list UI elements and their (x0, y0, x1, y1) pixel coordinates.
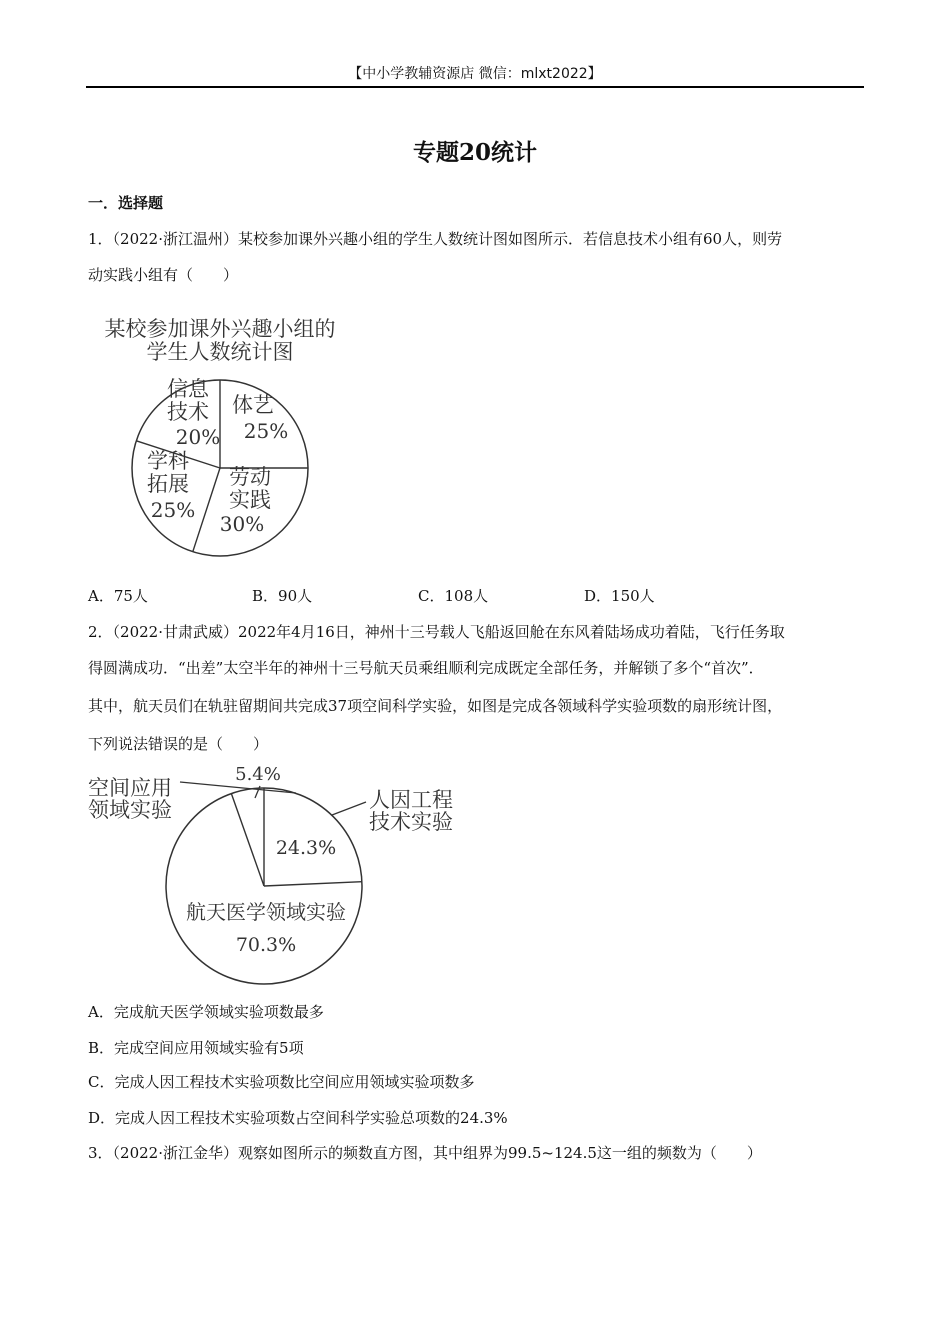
q2-pie-chart (84, 760, 464, 990)
section-heading: 一．选择题 (88, 194, 164, 212)
q2-option-c: C．完成人因工程技术实验项数比空间应用领域实验项数多 (88, 1073, 475, 1091)
q2-slice-label-kongjian-2: 领域实验 (88, 798, 172, 822)
q1-slice-label-xinxi: 信息 (167, 377, 209, 401)
q2-text-line-1: 2．（2022·甘肃武威）2022年4月16日，神州十三号载人飞船返回舱在东风着陆场成功着陆，飞行任务取 (88, 623, 785, 641)
q1-chart-title-line-2: 学生人数统计图 (146, 340, 294, 364)
page-title: 专题20统计 (412, 139, 537, 166)
q2-slice-pct-renyin: 24.3% (275, 837, 337, 859)
page-header: 【中小学教辅资源店 微信：mlxt2022】 (348, 66, 602, 82)
q1-option-c: C．108人 (418, 587, 489, 605)
q1-text-line-1: 1．（2022·浙江温州）某校参加课外兴趣小组的学生人数统计图如图所示．若信息技术小组有60人，则劳 (88, 230, 783, 248)
q2-slice-pct-hangtian: 70.3% (235, 934, 297, 956)
q1-text-line-2: 动实践小组有（ ） (88, 266, 239, 284)
q1-slice-label-laodong: 劳动 (229, 465, 271, 489)
q2-slice-label-hangtian: 航天医学领域实验 (186, 900, 346, 924)
q1-option-d: D．150人 (584, 587, 655, 605)
q2-slice-boundary-2 (231, 794, 264, 886)
q2-slice-pct-kongjian: 5.4% (235, 764, 281, 785)
q2-text-line-2: 得圆满成功．“出差”太空半年的神州十三号航天员乘组顺利完成既定全部任务，并解锁了多个“首次”． (88, 659, 764, 677)
q1-slice-label-jishu: 技术 (167, 400, 209, 424)
q1-slice-pct-xinxi: 20% (175, 425, 221, 449)
q3-text-line-1: 3．（2022·浙江金华）观察如图所示的频数直方图，其中组界为99.5~124.5这一组的频数为（ ） (88, 1144, 762, 1162)
q1-slice-label-shijian: 实践 (229, 488, 271, 512)
q1-slice-boundary-2 (193, 468, 220, 552)
q2-slice-label-renyin-2: 技术实验 (369, 810, 453, 834)
q1-chart-title-line-1: 某校参加课外兴趣小组的 (104, 317, 336, 341)
q1-slice-label-xueke: 学科 (147, 449, 189, 473)
q2-option-d: D．完成人因工程技术实验项数占空间科学实验总项数的24.3% (88, 1109, 508, 1127)
q2-text-line-4: 下列说法错误的是（ ） (88, 735, 269, 753)
q2-slice-label-renyin-1: 人因工程 (369, 788, 453, 812)
q1-slice-label-tiyi: 体艺 (232, 393, 274, 417)
q1-slice-label-tuozhan: 拓展 (147, 472, 189, 496)
q2-slice-label-kongjian-1: 空间应用 (88, 776, 172, 800)
q1-slice-pct-xueke: 25% (150, 498, 196, 522)
header-rule (86, 86, 864, 88)
q1-slice-pct-laodong: 30% (219, 512, 265, 536)
q1-slice-pct-tiyi: 25% (243, 419, 289, 443)
q1-pie-chart (90, 312, 360, 562)
q2-slice-boundary-1 (264, 882, 362, 886)
q2-option-a: A．完成航天医学领域实验项数最多 (88, 1003, 324, 1021)
q2-text-line-3: 其中，航天员们在轨驻留期间共完成37项空间科学实验，如图是完成各领域科学实验项数的扇形统计图， (88, 697, 783, 715)
q2-option-b: B．完成空间应用领域实验有5项 (88, 1039, 304, 1057)
q1-option-b: B．90人 (252, 587, 313, 605)
q2-leader-renyin (332, 802, 366, 815)
q1-option-a: A．75人 (88, 587, 148, 605)
